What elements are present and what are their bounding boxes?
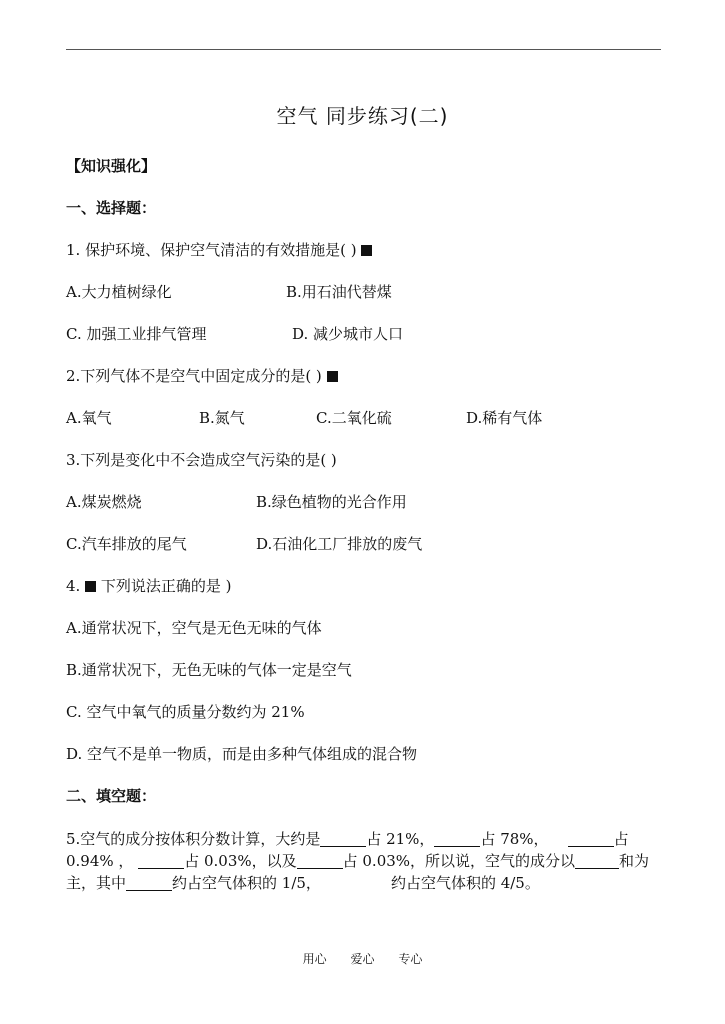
footer-word-3: 专心	[398, 952, 423, 966]
q4-option-a: A.通常状况下，空气是无色无味的气体	[66, 619, 322, 637]
question-2-stem: 2.下列气体不是空气中固定成分的是( )	[66, 367, 322, 385]
q5-text-5: 占 0.03%，以及	[184, 852, 297, 870]
q3-option-c: C.汽车排放的尾气	[66, 535, 187, 553]
q3-option-b: B.绿色植物的光合作用	[256, 493, 407, 511]
q5-text-4: 占 0.94% ，	[66, 830, 629, 870]
question-1	[66, 240, 372, 260]
q1-option-b: B.用石油代替煤	[286, 283, 392, 301]
answer-blank[interactable]	[138, 852, 184, 869]
answer-blank[interactable]	[320, 830, 366, 847]
footer-word-2: 爱心	[350, 952, 375, 966]
section-choice: 一、选择题：	[66, 199, 157, 217]
answer-blank[interactable]	[575, 852, 619, 869]
answer-blank[interactable]	[568, 830, 614, 847]
question-3-stem: 3.下列是变化中不会造成空气污染的是( )	[66, 451, 337, 469]
q5-text-2: 占 21%，	[366, 830, 435, 848]
q2-option-a: A.氧气	[66, 409, 112, 427]
q5-text-7: 和为 主，其中	[66, 852, 650, 892]
square-bullet-icon	[361, 245, 372, 256]
footer-word-1: 用心	[302, 952, 327, 966]
question-2	[66, 366, 338, 386]
page-footer	[0, 950, 725, 967]
q4-option-b: B.通常状况下，无色无味的气体一定是空气	[66, 661, 352, 679]
question-3	[66, 450, 337, 470]
question-1-stem: 1. 保护环境、保护空气清洁的有效措施是( )	[66, 241, 357, 259]
q5-text-9: 约占空气体积的 4/5。	[390, 874, 540, 892]
q4-option-c: C. 空气中氧气的质量分数约为 21%	[66, 703, 305, 721]
question-4-stem: 下列说法正确的是 )	[100, 577, 232, 595]
q2-option-b: B.氮气	[199, 409, 245, 427]
q1-option-c: C. 加强工业排气管理	[66, 325, 207, 343]
q1-option-a: A.大力植树绿化	[66, 283, 172, 301]
section-fill: 二、填空题：	[66, 787, 157, 805]
square-bullet-icon	[327, 371, 338, 382]
square-bullet-icon	[85, 581, 96, 592]
q2-option-d: D.稀有气体	[466, 409, 543, 427]
question-4	[66, 576, 232, 596]
section-knowledge: 【知识强化】	[66, 157, 157, 175]
q4-option-d: D. 空气不是单一物质，而是由多种气体组成的混合物	[66, 745, 418, 763]
q3-option-a: A.煤炭燃烧	[66, 493, 142, 511]
answer-blank[interactable]	[434, 830, 480, 847]
answer-blank[interactable]	[297, 852, 343, 869]
question-4-prefix: 4.	[66, 577, 81, 595]
q3-option-d: D.石油化工厂排放的废气	[256, 535, 423, 553]
q5-text-3: 占 78%，	[480, 830, 549, 848]
q2-option-c: C.二氧化硫	[316, 409, 392, 427]
answer-blank[interactable]	[126, 874, 172, 891]
page-title: 空气 同步练习(二)	[276, 104, 449, 128]
q1-option-d: D. 减少城市人口	[292, 325, 404, 343]
header-rule	[66, 49, 661, 50]
question-5	[66, 828, 662, 894]
q5-text-6: 占 0.03%，所以说，空气的成分以	[342, 852, 576, 870]
q5-text-8: 约占空气体积的 1/5，	[172, 874, 321, 892]
q5-text-1: 5.空气的成分按体积分数计算，大约是	[66, 830, 321, 848]
